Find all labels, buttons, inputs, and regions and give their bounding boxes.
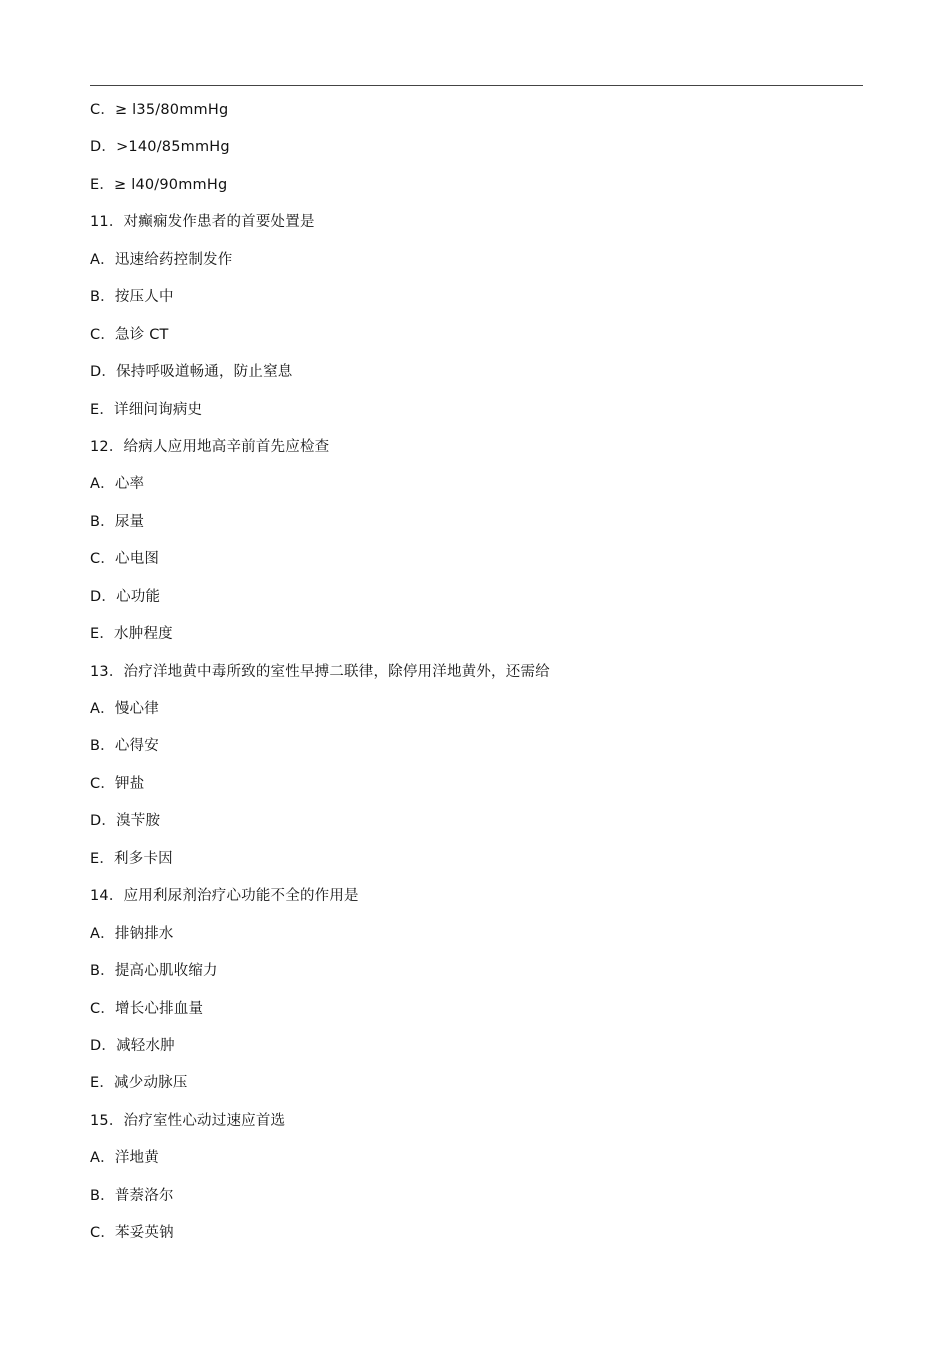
option-e-q12: E．水肿程度: [90, 626, 173, 643]
option-c-q11: C．急诊 CT: [90, 326, 169, 343]
option-a-q11: A．迅速给药控制发作: [90, 251, 233, 268]
header-rule: [90, 85, 863, 86]
option-c-q12: C．心电图: [90, 551, 160, 568]
option-b-q12: B．尿量: [90, 513, 145, 530]
option-b-q11: B．按压人中: [90, 289, 174, 306]
question-list: [90, 96, 863, 1257]
option-a-q13: A．慢心律: [90, 701, 159, 717]
option-e-q13: E．利多卡因: [90, 850, 173, 867]
option-b-q14: B．提高心肌收缩力: [90, 963, 218, 980]
option-e-q10: E．≥ l40/90mmHg: [90, 176, 228, 193]
option-d-q13: D．溴苄胺: [90, 813, 161, 830]
option-c-q13: C．钾盐: [90, 775, 145, 792]
question-14: 14．应用利尿剂治疗心功能不全的作用是: [90, 888, 359, 905]
question-13: 13．治疗洋地黄中毒所致的室性早搏二联律，除停用洋地黄外，还需给: [90, 663, 550, 680]
option-a-q12: A．心率: [90, 476, 145, 493]
option-d-q10: D．>140/85mmHg: [90, 139, 230, 156]
option-a-q15: A．洋地黄: [90, 1150, 159, 1167]
option-e-q11: E．详细问询病史: [90, 401, 203, 418]
question-15: 15．治疗室性心动过速应首选: [90, 1112, 286, 1129]
option-d-q11: D．保持呼吸道畅通，防止窒息: [90, 364, 293, 381]
option-c-q15: C．苯妥英钠: [90, 1225, 174, 1242]
option-b-q13: B．心得安: [90, 738, 159, 755]
option-d-q12: D．心功能: [90, 588, 161, 605]
question-12: 12．给病人应用地高辛前首先应检查: [90, 438, 330, 455]
option-b-q15: B．普萘洛尔: [90, 1187, 174, 1204]
question-11: 11．对癫痫发作患者的首要处置是: [90, 214, 315, 231]
option-e-q14: E．减少动脉压: [90, 1075, 188, 1092]
option-d-q14: D．减轻水肿: [90, 1037, 175, 1054]
option-c-q14: C．增长心排血量: [90, 1000, 204, 1017]
option-c-q10: C．≥ l35/80mmHg: [90, 102, 229, 118]
option-a-q14: A．排钠排水: [90, 925, 174, 942]
